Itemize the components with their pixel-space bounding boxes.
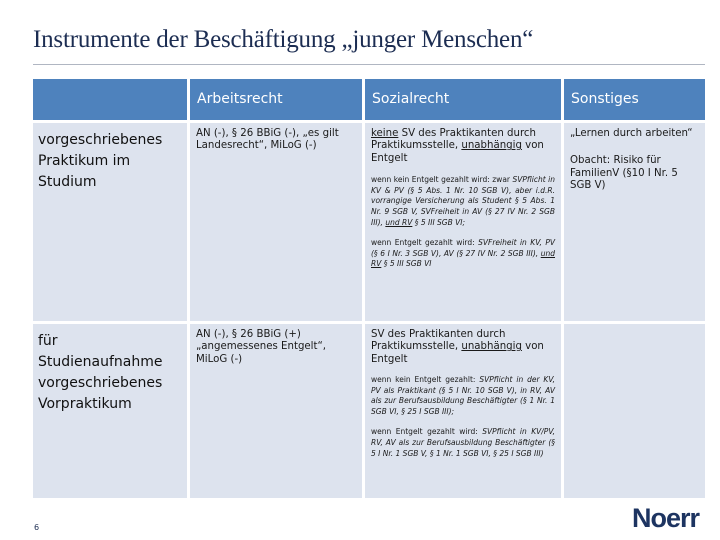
row-label-vorpraktikum: für Studienaufnahme vorgeschriebenes Vorpraktikum (33, 324, 187, 498)
cell-sozialrecht-row2 (365, 324, 561, 498)
page-title: Instrumente der Beschäftigung „junger Menschen“ (33, 26, 534, 53)
cell-sozialrecht-row1 (365, 123, 561, 321)
cell-arbeitsrecht-row1: AN (-), § 26 BBiG (-), „es gilt Landesrecht“, MiLoG (-) (190, 123, 362, 321)
sozialrecht-row1-ohne-entgelt: wenn kein Entgelt gezahlt wird: zwar SVPflicht in KV & PV (§ 5 Abs. 1 Nr. 10 SGB V), aber i.d.R. vorrangige Versicherung als Student § 5 Abs. 1 Nr. 9 SGB V, SVFreiheit in AV (§ 27 IV Nr. 2 SGB III), und RV § 5 III SGB VI; (371, 174, 555, 228)
sozialrecht-row2-ohne-entgelt: wenn kein Entgelt gezahlt: SVPflicht in der KV, PV als Praktikant (§ 5 I Nr. 10 SGB V), in RV, AV als zur Berufsausbildung Beschäftigter (§ 1 Nr. 1 SGB VI, § 25 I SGB III); (371, 374, 555, 417)
header-label-arbeitsrecht: Arbeitsrecht (197, 91, 283, 107)
sozialrecht-row2-mit-entgelt: wenn Entgelt gezahlt wird: SVPflicht in KV/PV, RV, AV als zur Berufsausbildung Beschäftigter (§ 5 I Nr. 1 SGB V, § 1 Nr. 1 SGB VI, § 25 I SGB III) (371, 427, 555, 458)
row-label-pflichtpraktikum: vorgeschriebenes Praktikum im Studium (33, 123, 187, 321)
cell-sonstiges-row1 (564, 123, 705, 321)
sozialrecht-row1-mit-entgelt: wenn Entgelt gezahlt wird: SVFreiheit in KV, PV (§ 6 I Nr. 3 SGB V), AV (§ 27 IV Nr. 2 SGB III), und RV § 5 III SGB VI (371, 237, 555, 269)
header-cell-sozialrecht (365, 79, 561, 120)
sozialrecht-row1-main: keine SV des Praktikanten durch Praktikumsstelle, unabhängig von Entgelt (371, 128, 544, 164)
cell-sonstiges-row2 (564, 324, 705, 498)
cell-arbeitsrecht-row2: AN (-), § 26 BBiG (+) „angemessenes Entgelt“, MiLoG (-) (190, 324, 362, 498)
sonstiges-row1-warning: Obacht: Risiko für FamilienV (§10 I Nr. 5 SGB V) (570, 155, 678, 191)
title-divider (33, 64, 705, 65)
header-label-sonstiges: Sonstiges (571, 91, 639, 107)
header-cell-empty (33, 79, 187, 120)
noerr-logo: Noerr (632, 503, 700, 533)
sozialrecht-row2-main: SV des Praktikanten durch Praktikumsstelle, unabhängig von Entgelt (371, 329, 544, 365)
header-cell-sonstiges (564, 79, 705, 120)
sonstiges-row1-note: „Lernen durch arbeiten“ (570, 128, 693, 139)
header-label-sozialrecht: Sozialrecht (372, 91, 450, 107)
header-cell-arbeitsrecht (190, 79, 362, 120)
page-number: 6 (34, 523, 40, 532)
